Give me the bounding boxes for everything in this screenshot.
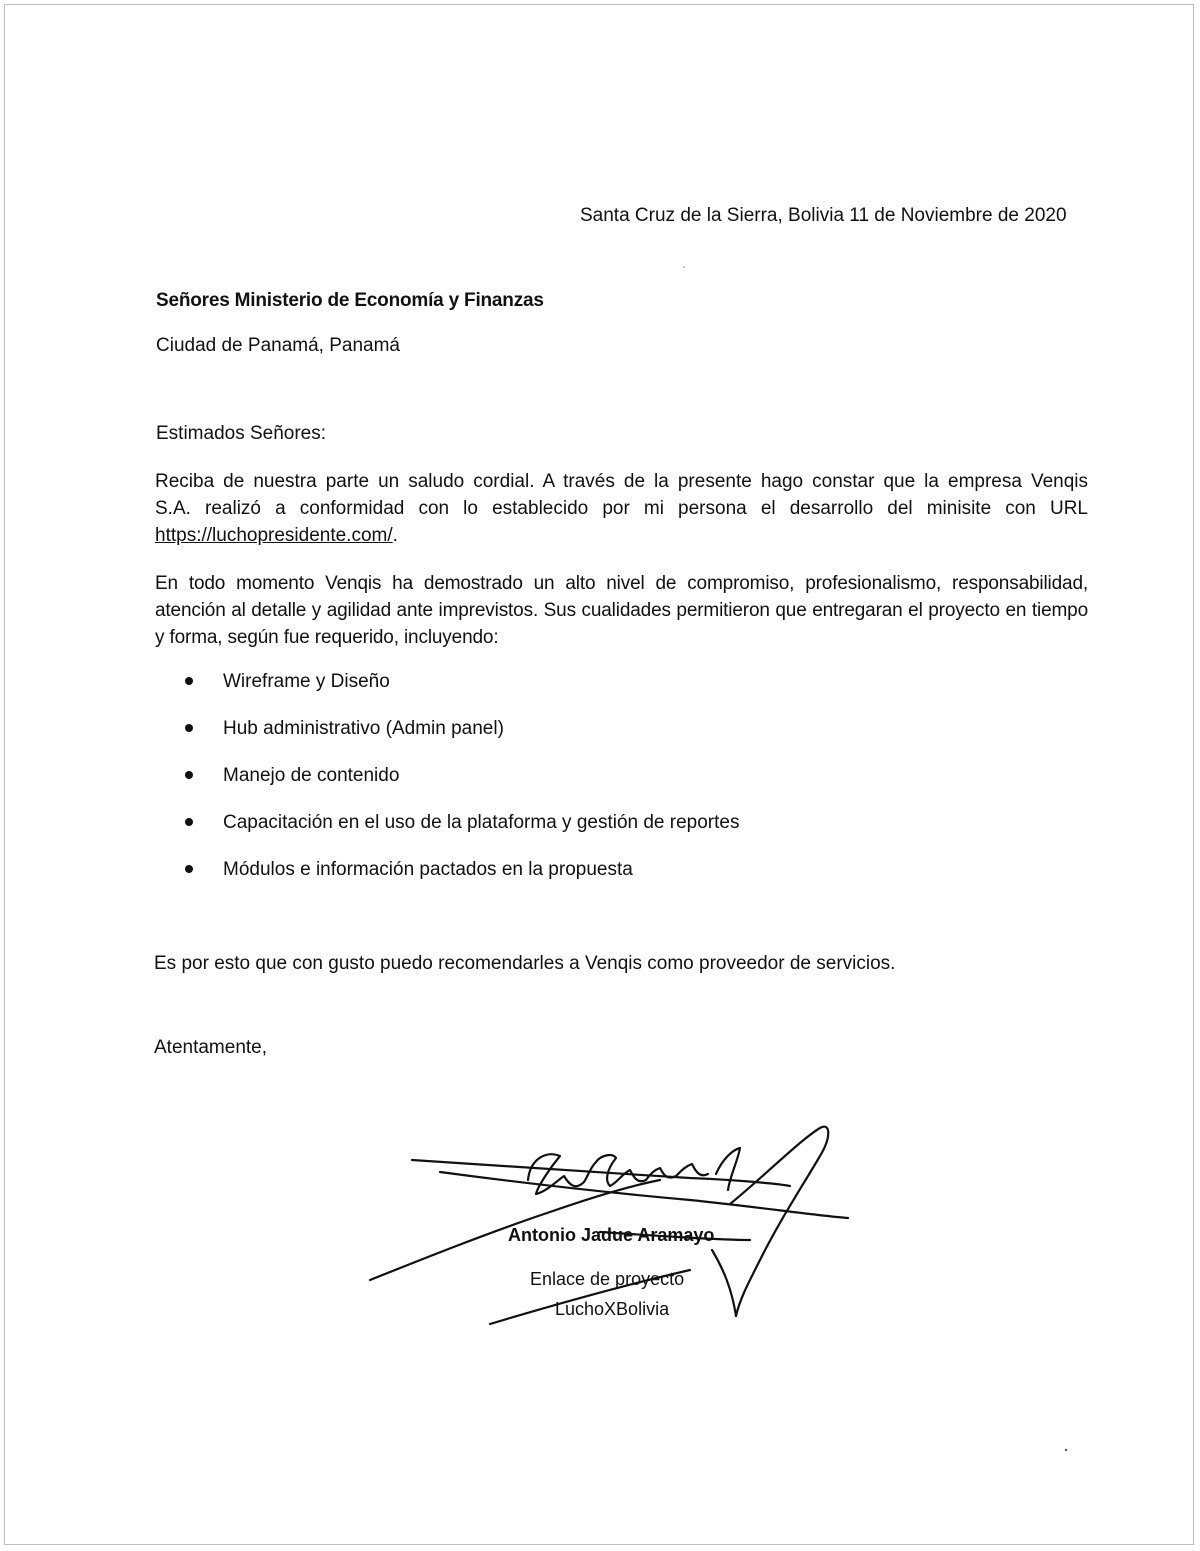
signature-stroke [730,1127,828,1316]
paragraph-intro-line-3 [155,522,1088,549]
list-item-text: Wireframe y Diseño [223,671,390,692]
list-item-text: Capacitación en el uso de la plataforma y gestión de reportes [223,812,740,833]
signature-stroke [712,1250,736,1316]
paragraph-intro-line-2: S.A. realizó a conformidad con lo establecido por mi persona el desarrollo del minisite con URL [155,498,1088,519]
list-item-text: Módulos e información pactados en la propuesta [223,859,633,880]
list-item [185,715,739,762]
list-item [185,809,739,856]
paragraph-intro-line-1: Reciba de nuestra parte un saludo cordial. A través de la presente hago constar que la empresa Venqis [155,471,1088,492]
bullet-icon [185,865,193,873]
bullet-icon [185,724,193,732]
signatory-organization: LuchoXBolivia [555,1299,670,1319]
date-line: Santa Cruz de la Sierra, Bolivia 11 de Noviembre de 2020 [580,205,1067,226]
greeting: Estimados Señores: [156,423,327,444]
url-period: . [392,525,398,546]
closing-paragraph: Es por esto que con gusto puedo recomendarles a Venqis como proveedor de servicios. [154,953,896,974]
signatory-role: Enlace de proyecto [530,1269,685,1289]
list-item-text: Manejo de contenido [223,765,400,786]
sign-off: Atentamente, [154,1037,268,1058]
signature-stroke [716,1148,740,1190]
list-item-text: Hub administrativo (Admin panel) [223,718,504,739]
list-item [185,856,739,903]
list-item [185,668,739,715]
list-item [185,762,739,809]
paragraph-commitment: En todo momento Venqis ha demostrado un alto nivel de compromiso, profesionalismo, responsabilidad, atención al detalle y agilidad ante imprevistos. Sus cualidades permitieron que entregaran el proyecto en tiempo y forma, según fue requerido, incluyendo: [155,573,1088,648]
addressee-city: Ciudad de Panamá, Panamá [156,335,400,356]
addressee: Señores Ministerio de Economía y Finanzas [156,290,544,311]
bullet-icon [185,771,193,779]
website-url-link[interactable]: https://luchopresidente.com/ [155,525,393,546]
signatory-name: Antonio Jadue Aramayo [508,1225,715,1245]
bullet-icon [185,677,193,685]
bullet-icon [185,818,193,826]
paragraph-intro [155,468,1088,549]
deliverables-list [185,668,739,903]
